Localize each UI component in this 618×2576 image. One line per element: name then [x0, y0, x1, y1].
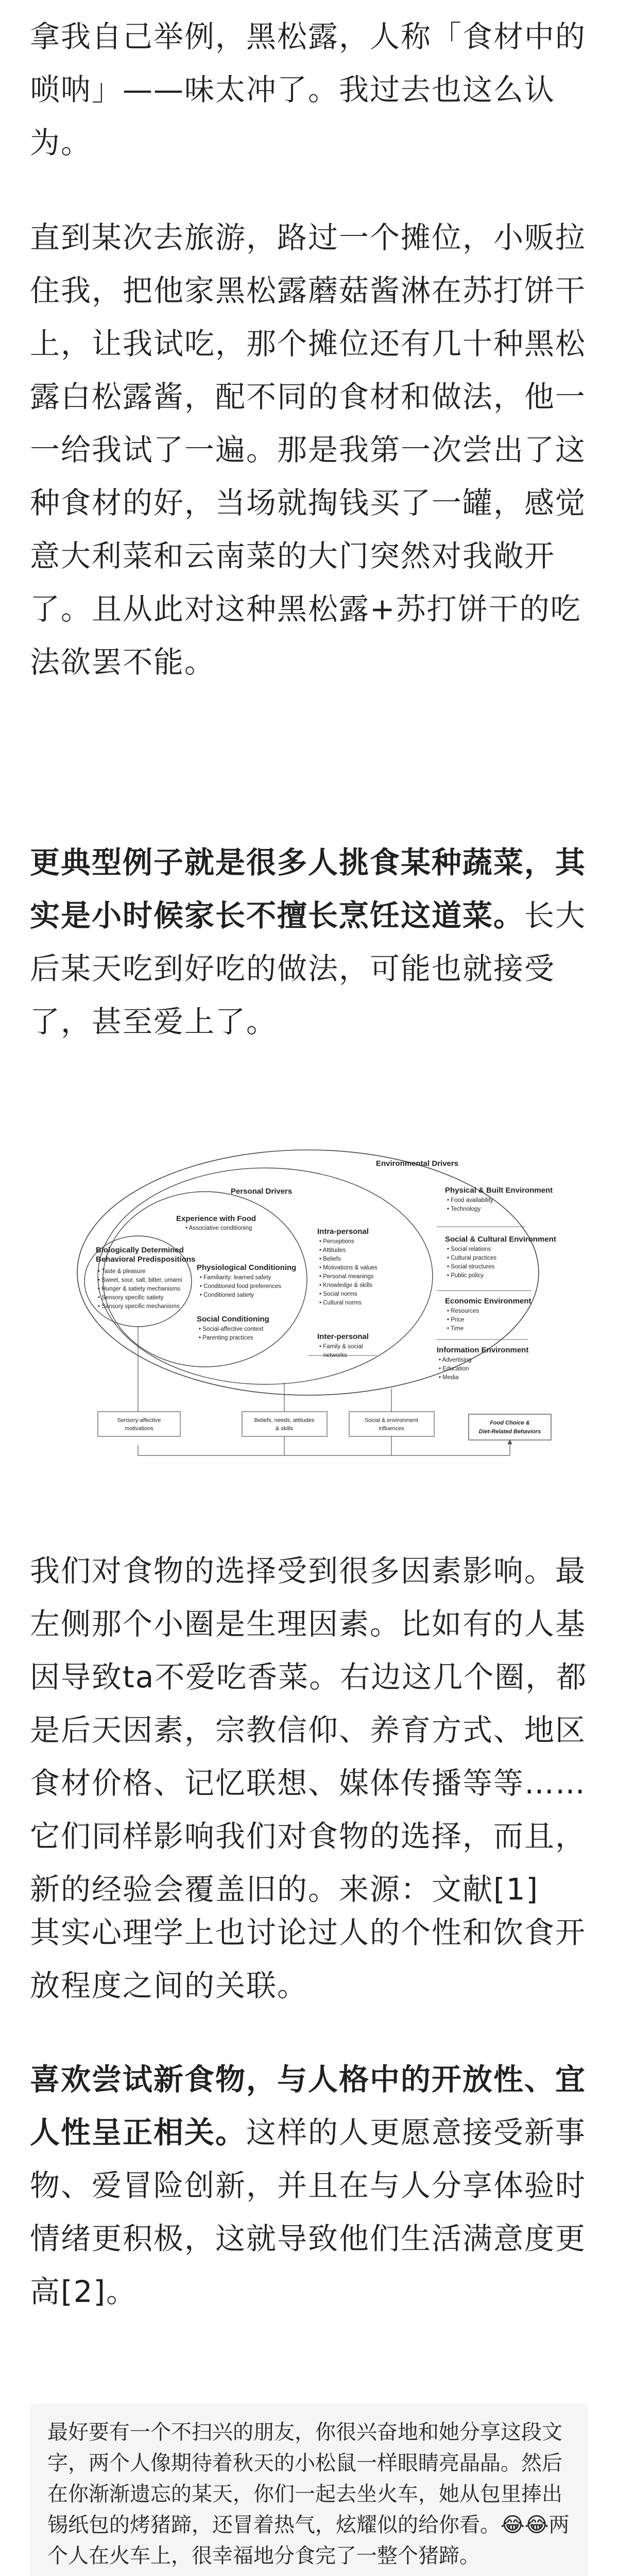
comment-text: 最好要有一个不扫兴的朋友，你很兴奋地和她分享这段文字，两个人像期待着秋天的小松鼠一样眼睛亮晶晶。然后在你渐渐遗忘的某天，你们一起去坐火车，她从包里捧出锡纸包的烤猪蹄，还冒着热气，炫耀似的给你看。😂😂两个人在火车上，很幸福地分食完了一整个猪蹄。 [47, 2420, 570, 2568]
social-env-box [349, 1412, 434, 1436]
beliefs-box-line: Beliefs, needs, attitudes [254, 1417, 315, 1423]
intra-personal-item: • Motivations & values [319, 1265, 377, 1271]
intra-personal-item: • Attitudes [319, 1247, 346, 1253]
intra-personal-item: • Cultural norms [319, 1300, 362, 1306]
biological-item: • Sensory specific satiety [98, 1295, 164, 1301]
information-env-item: • Education [439, 1366, 469, 1372]
experience-item: • Associative conditioning [185, 1225, 252, 1231]
intra-personal-item: • Personal meanings [319, 1274, 374, 1280]
biological-item: • Hunger & satiety mechanisms [98, 1286, 180, 1292]
beliefs-box-line: & skills [275, 1426, 294, 1432]
paragraph-intro: 拿我自己举例，黑松露，人称「食材中的唢呐」——味太冲了。我过去也这么认为。 [30, 19, 587, 160]
personal-drivers-label: Personal Drivers [231, 1187, 293, 1196]
experience-title: Experience with Food [176, 1214, 256, 1223]
social-cultural-env-item: • Social structures [447, 1264, 495, 1270]
economic-environment-block [445, 1297, 531, 1332]
economic-env-item: • Price [447, 1317, 465, 1323]
biological-item: • Sweet, sour, salt, bitter, umami [98, 1277, 182, 1283]
outcome-box-line: Food Choice & [490, 1420, 530, 1426]
outcome-box-line: Diet-Related Behaviors [478, 1429, 541, 1435]
inter-personal-block [317, 1332, 369, 1359]
openness-emphasis: 喜欢尝试新食物，与人格中的开放性、宜人性呈正相关。 [30, 2062, 587, 2150]
information-environment-block [437, 1346, 528, 1381]
social-conditioning-item: • Social-affective context [199, 1326, 264, 1332]
connector-outcome [138, 1440, 510, 1455]
economic-env-title: Economic Environment [445, 1297, 531, 1306]
economic-env-item: • Resources [447, 1308, 479, 1314]
beliefs-box [242, 1412, 327, 1436]
social-env-box-line: influences [379, 1426, 404, 1432]
inter-personal-item: networks [323, 1352, 348, 1359]
paragraph-travel-story: 直到某次去旅游，路过一个摊位，小贩拉住我，把他家黑松露蘑菇酱淋在苏打饼干上，让我试吃，那个摊位还有几十种黑松露白松露酱，配不同的食材和做法，他一一给我试了一遍。那是我第一次尝出了这种食材的好，当场就掏钱买了一罐，感觉意大利菜和云南菜的大门突然对我敞开了。且从此对这种黑松露+苏打饼干的吃法欲罢不能。 [30, 220, 587, 680]
social-cultural-env-item: • Cultural practices [447, 1255, 497, 1261]
sensory-box-line: motivations [125, 1426, 153, 1432]
physiological-item: • Familiarity: learned safety [200, 1275, 271, 1281]
physical-environment-block [445, 1186, 553, 1212]
physiological-item: • Conditioned food preferences [200, 1283, 282, 1290]
physical-env-title: Physical & Built Environment [445, 1186, 553, 1195]
social-env-box-line: Social & environment [365, 1417, 418, 1423]
biological-block [96, 1246, 195, 1310]
physical-env-item: • Technology [447, 1206, 481, 1212]
biological-item: • Sensory specific mechanisms [98, 1303, 180, 1310]
biological-title-line: Behavioral Predispositions [96, 1255, 196, 1264]
social-conditioning-item: • Parenting practices [199, 1335, 253, 1341]
food-choice-diagram [62, 1136, 556, 1466]
physical-env-item: • Food availability [447, 1197, 493, 1204]
social-cultural-env-item: • Public policy [447, 1273, 484, 1279]
paragraph-food-choice-factors: 我们对食物的选择受到很多因素影响。最左侧那个小圈是生理因素。比如有的人基因导致ta不爱吃香菜。右边这几个圈，都是后天因素，宗教信仰、养育方式、地区食材价格、记忆联想、媒体传播等等……它们同样影响我们对食物的选择，而且，新的经验会覆盖旧的。来源：文献[1] [30, 1553, 588, 1907]
intra-personal-item: • Social norms [319, 1291, 357, 1297]
picky-eating-rest: 长大后某天吃到好吃的做法，可能也就接受了，甚至爱上了。 [30, 898, 587, 1039]
sensory-box [98, 1412, 180, 1436]
comment-card [30, 2403, 588, 2576]
biological-item: • Taste & pleasure [98, 1268, 146, 1275]
picky-eating-emphasis: 更典型例子就是很多人挑食某种蔬菜，其实是小时候家长不擅长烹饪这道菜。 [30, 845, 587, 933]
intra-personal-item: • Beliefs [319, 1256, 341, 1262]
sensory-box-line: Sensory-affective [117, 1417, 161, 1423]
biological-title-line: Biologically Determined [96, 1246, 184, 1255]
economic-env-item: • Time [447, 1326, 464, 1332]
information-env-item: • Media [439, 1375, 459, 1381]
social-cultural-env-item: • Social relations [447, 1246, 491, 1252]
environmental-drivers-label: Environmental Drivers [376, 1159, 459, 1168]
inter-personal-item: • Family & social [319, 1344, 363, 1350]
physiological-title: Physiological Conditioning [197, 1263, 297, 1272]
inter-personal-title: Inter-personal [317, 1332, 369, 1341]
social-cultural-environment-block [445, 1235, 556, 1279]
information-env-item: • Advertising [439, 1357, 472, 1363]
intra-personal-title: Intra-personal [317, 1227, 369, 1236]
social-cultural-env-title: Social & Cultural Environment [445, 1235, 556, 1244]
outcome-box [469, 1414, 551, 1440]
intra-personal-item: • Perceptions [319, 1239, 354, 1245]
information-env-title: Information Environment [437, 1346, 529, 1354]
physiological-block [197, 1263, 296, 1298]
paragraph-openness [30, 2053, 588, 2318]
social-conditioning-title: Social Conditioning [197, 1315, 269, 1324]
intra-personal-block [317, 1227, 377, 1306]
intra-personal-item: • Knowledge & skills [319, 1282, 373, 1289]
social-conditioning-block [197, 1315, 269, 1341]
paragraph-personality: 其实心理学上也讨论过人的个性和饮食开放程度之间的关联。 [30, 1915, 587, 2003]
paragraph-picky-eating [30, 836, 588, 1048]
physiological-item: • Conditioned satiety [200, 1292, 254, 1298]
openness-rest: 这样的人更愿意接受新事物、爱冒险创新，并且在与人分享体验时情绪更积极，这就导致他们生活满意度更高[2]。 [30, 2115, 587, 2309]
